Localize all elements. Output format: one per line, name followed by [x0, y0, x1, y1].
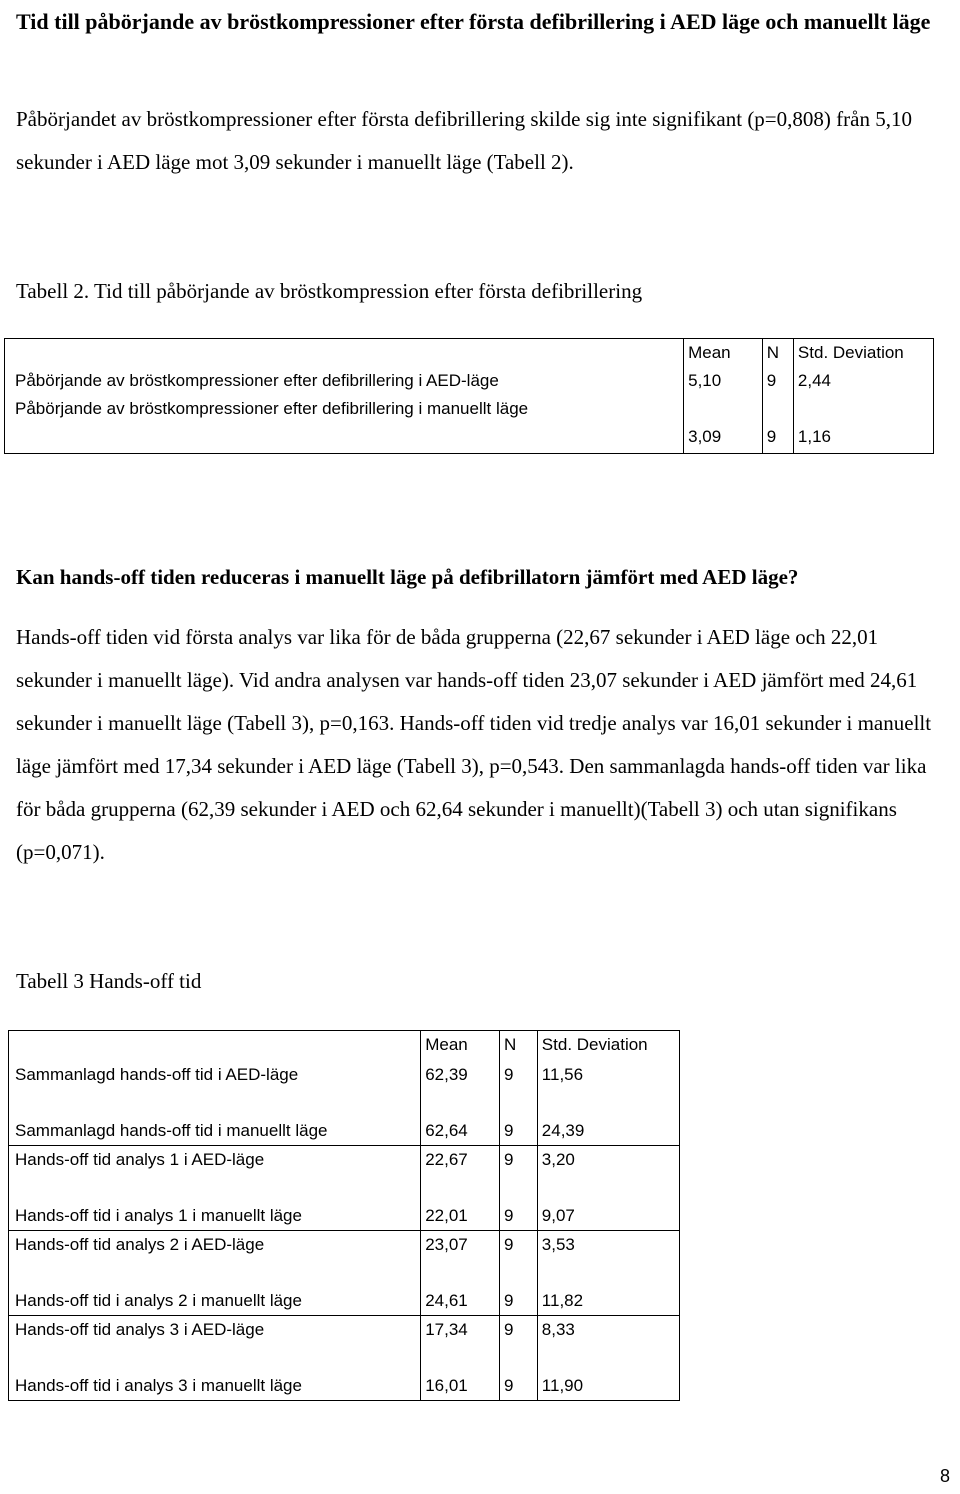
row-n: 9 — [499, 1089, 537, 1146]
row-std: 24,39 — [537, 1089, 679, 1146]
results-paragraph-1: Påbörjandet av bröstkompressioner efter första defibrillering skilde sig inte signifikant (p=0,808) från 5,10 sekunder i AED läge mot 3,09 sekunder i manuellt läge (Tabell 2). — [16, 107, 912, 174]
row-std: 11,82 — [537, 1259, 679, 1316]
row-label: Påbörjande av bröstkompressioner efter defibrillering i manuellt läge — [15, 399, 529, 418]
row-label: Påbörjande av bröstkompressioner efter defibrillering i AED-läge — [15, 371, 499, 390]
row-n: 9 — [499, 1146, 537, 1175]
row-n: 9 — [499, 1061, 537, 1089]
table-row — [9, 1146, 680, 1175]
row-mean: 3,09 — [684, 395, 763, 454]
table2 — [4, 338, 934, 454]
row-label: Sammanlagd hands-off tid i manuellt läge — [9, 1089, 421, 1146]
row-mean: 22,01 — [421, 1174, 500, 1231]
row-mean: 5,10 — [684, 367, 763, 395]
row-label: Hands-off tid analys 2 i AED-läge — [15, 1235, 265, 1254]
row-std: 2,44 — [793, 367, 933, 395]
row-std: 9,07 — [537, 1174, 679, 1231]
table-row — [9, 1316, 680, 1345]
table-row — [9, 1344, 680, 1401]
table-row — [5, 395, 934, 454]
section-heading-1: Tid till påbörjande av bröstkompressioner efter första defibrillering i AED läge och manuellt läge — [16, 9, 931, 34]
row-std: 8,33 — [537, 1316, 679, 1345]
row-label: Hands-off tid i analys 2 i manuellt läge — [9, 1259, 421, 1316]
results-paragraph-2: Hands-off tiden vid första analys var lika för de båda grupperna (22,67 sekunder i AED läge och 22,01 sekunder i manuellt läge). Vid andra analysen var hands-off tiden 23,07 sekunder i AED jämfört med 24,61 sekunder i manuellt läge (Tabell 3), p=0,163. Hands-off tiden vid tredje analys var 16,01 sekunder i manuellt läge jämfört med 17,34 sekunder i AED läge (Tabell 3), p=0,543. Den sammanlagda hands-off tiden var lika för båda grupperna (62,39 sekunder i AED och 62,64 sekunder i manuellt)(Tabell 3) och utan signifikans (p=0,071). — [16, 625, 932, 864]
table-row — [9, 1174, 680, 1231]
table-row — [9, 1089, 680, 1146]
table3-caption: Tabell 3 Hands-off tid — [16, 969, 202, 993]
table3-header-label — [9, 1031, 421, 1062]
row-n: 9 — [499, 1174, 537, 1231]
row-std: 11,90 — [537, 1344, 679, 1401]
row-n: 9 — [499, 1344, 537, 1401]
row-label: Hands-off tid i analys 1 i manuellt läge — [9, 1174, 421, 1231]
row-std: 11,56 — [537, 1061, 679, 1089]
table-row — [5, 367, 934, 395]
table-row — [9, 1259, 680, 1316]
row-n: 9 — [499, 1231, 537, 1260]
row-n: 9 — [762, 367, 793, 395]
table2-caption: Tabell 2. Tid till påbörjande av bröstkompression efter första defibrillering — [16, 279, 643, 303]
table-row — [9, 1061, 680, 1089]
table2-header-mean: Mean — [684, 339, 763, 368]
table2-header-row — [5, 339, 934, 368]
table3-header-row — [9, 1031, 680, 1062]
table3-header-mean: Mean — [421, 1031, 500, 1062]
row-std: 3,20 — [537, 1146, 679, 1175]
table-row — [9, 1231, 680, 1260]
row-std: 1,16 — [793, 395, 933, 454]
table2-header-label — [5, 339, 684, 368]
row-mean: 22,67 — [421, 1146, 500, 1175]
row-mean: 23,07 — [421, 1231, 500, 1260]
row-n: 9 — [499, 1259, 537, 1316]
row-label: Hands-off tid analys 1 i AED-läge — [15, 1150, 265, 1169]
row-std: 3,53 — [537, 1231, 679, 1260]
row-mean: 62,39 — [421, 1061, 500, 1089]
row-label: Sammanlagd hands-off tid i AED-läge — [15, 1065, 299, 1084]
row-mean: 62,64 — [421, 1089, 500, 1146]
row-label: Hands-off tid analys 3 i AED-läge — [15, 1320, 265, 1339]
table2-header-std: Std. Deviation — [793, 339, 933, 368]
row-n: 9 — [762, 395, 793, 454]
row-label: Hands-off tid i analys 3 i manuellt läge — [15, 1376, 302, 1395]
row-mean: 16,01 — [421, 1344, 500, 1401]
section-heading-2: Kan hands-off tiden reduceras i manuellt läge på defibrillatorn jämfört med AED läge? — [16, 565, 799, 589]
row-n: 9 — [499, 1316, 537, 1345]
row-mean: 17,34 — [421, 1316, 500, 1345]
table2-header-n: N — [762, 339, 793, 368]
row-mean: 24,61 — [421, 1259, 500, 1316]
table3-header-std: Std. Deviation — [537, 1031, 679, 1062]
table3-header-n: N — [499, 1031, 537, 1062]
page-number: 8 — [939, 1466, 950, 1486]
table3 — [8, 1030, 680, 1401]
